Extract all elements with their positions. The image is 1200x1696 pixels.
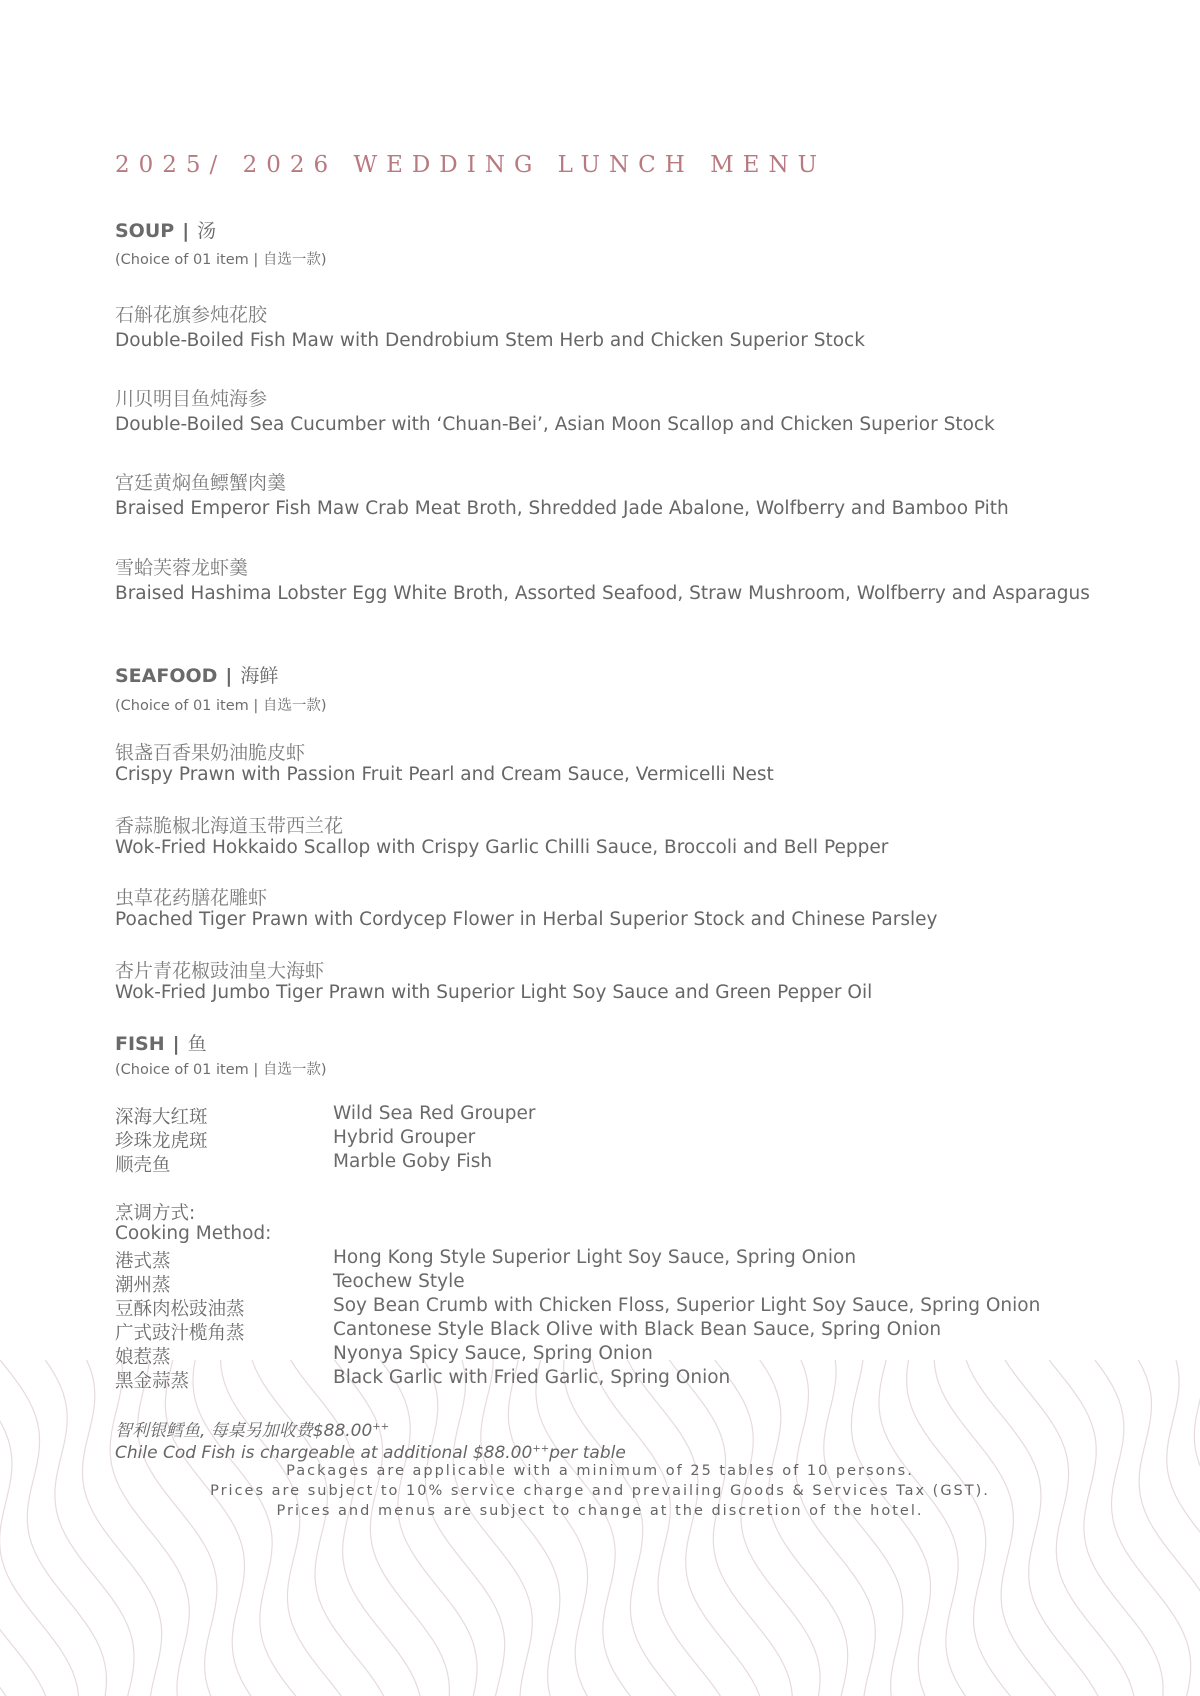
cooking-method-cn: 港式蒸 [115,1251,171,1272]
surcharge-cn-plusplus: ++ [372,1421,390,1433]
seafood-item-en: Wok-Fried Jumbo Tiger Prawn with Superior Light Soy Sauce and Green Pepper Oil [115,982,873,1003]
soup-item-cn: 石斛花旗参炖花胶 [115,304,268,326]
cooking-method-cn: 黑金蒜蒸 [115,1371,190,1392]
fish-option-cn: 深海大红斑 [115,1107,208,1128]
seafood-item-cn: 杏片青花椒豉油皇大海虾 [115,960,325,982]
fish-option-cn: 珍珠龙虎斑 [115,1131,208,1152]
fish-heading-en: FISH [115,1033,165,1055]
soup-heading-en: SOUP [115,220,175,242]
footer-line: Prices and menus are subject to change at the discretion of the hotel. [276,1503,924,1519]
cooking-method-en: Soy Bean Crumb with Chicken Floss, Superior Light Soy Sauce, Spring Onion [333,1295,1041,1316]
seafood-item-en: Poached Tiger Prawn with Cordycep Flower in Herbal Superior Stock and Chinese Parsley [115,909,938,930]
cooking-method-label-cn: 烹调方式: [115,1203,196,1224]
soup-item-en: Braised Hashima Lobster Egg White Broth, Assorted Seafood, Straw Mushroom, Wolfberry and Asparagus [115,583,1090,604]
cooking-method-en: Cantonese Style Black Olive with Black Bean Sauce, Spring Onion [333,1319,942,1340]
seafood-heading-en: SEAFOOD [115,665,218,687]
cooking-method-cn: 潮州蒸 [115,1275,171,1296]
seafood-item-cn: 香蒜脆椒北海道玉带西兰花 [115,815,344,837]
cooking-method-label-en: Cooking Method: [115,1223,272,1244]
heading-separator: | [172,1033,180,1055]
seafood-item-cn: 虫草花药膳花雕虾 [115,887,268,909]
seafood-section-heading [115,661,278,688]
cooking-method-en: Teochew Style [333,1271,465,1292]
menu-title: 2025/ 2026 WEDDING LUNCH MENU [115,152,826,178]
fish-section-heading [115,1029,207,1056]
seafood-item-en: Wok-Fried Hokkaido Scallop with Crispy Garlic Chilli Sauce, Broccoli and Bell Pepper [115,837,889,858]
soup-item-cn: 雪蛤芙蓉龙虾羹 [115,557,249,579]
fish-heading-cn: 鱼 [187,1033,207,1055]
cooking-method-en: Hong Kong Style Superior Light Soy Sauce, Spring Onion [333,1247,857,1268]
fish-option-en: Marble Goby Fish [333,1151,493,1172]
fish-option-en: Hybrid Grouper [333,1127,476,1148]
seafood-heading-cn: 海鲜 [240,665,279,687]
chile-cod-surcharge-cn [115,1416,389,1441]
heading-separator: | [182,220,190,242]
surcharge-en-per-table: per table [549,1443,626,1463]
surcharge-en-text: Chile Cod Fish is chargeable at additional $88.00 [115,1443,533,1463]
soup-section-heading [115,216,216,243]
fish-choice-note: (Choice of 01 item | 自选一款) [115,1062,327,1078]
soup-item-en: Double-Boiled Sea Cucumber with ‘Chuan-Bei’, Asian Moon Scallop and Chicken Superior Stock [115,414,995,435]
chile-cod-surcharge-en [115,1443,626,1463]
soup-heading-cn: 汤 [197,220,217,242]
cooking-method-en: Nyonya Spicy Sauce, Spring Onion [333,1343,653,1364]
cooking-method-cn: 豆酥肉松豉油蒸 [115,1299,245,1320]
cooking-method-en: Black Garlic with Fried Garlic, Spring Onion [333,1367,731,1388]
fish-option-cn: 顺壳鱼 [115,1155,171,1176]
soup-item-cn: 宫廷黄焖鱼鳔蟹肉羹 [115,472,287,494]
soup-item-en: Double-Boiled Fish Maw with Dendrobium Stem Herb and Chicken Superior Stock [115,330,865,351]
fish-option-en: Wild Sea Red Grouper [333,1103,536,1124]
footer-terms [0,1463,1200,1523]
surcharge-en-plusplus: ++ [532,1443,550,1455]
soup-item-cn: 川贝明目鱼炖海参 [115,388,268,410]
surcharge-cn-text: 智利银鳕鱼, 每桌另加收费$88.00 [115,1421,373,1441]
footer-line: Packages are applicable with a minimum of 25 tables of 10 persons. [286,1463,914,1479]
seafood-choice-note: (Choice of 01 item | 自选一款) [115,698,327,714]
cooking-method-cn: 娘惹蒸 [115,1347,171,1368]
heading-separator: | [225,665,233,687]
soup-choice-note: (Choice of 01 item | 自选一款) [115,252,327,268]
footer-line: Prices are subject to 10% service charge and prevailing Goods & Services Tax (GST). [210,1483,990,1499]
seafood-item-en: Crispy Prawn with Passion Fruit Pearl and Cream Sauce, Vermicelli Nest [115,764,774,785]
cooking-method-cn: 广式豉汁榄角蒸 [115,1323,245,1344]
seafood-item-cn: 银盏百香果奶油脆皮虾 [115,742,306,764]
soup-item-en: Braised Emperor Fish Maw Crab Meat Broth, Shredded Jade Abalone, Wolfberry and Bamboo Pith [115,498,1009,519]
